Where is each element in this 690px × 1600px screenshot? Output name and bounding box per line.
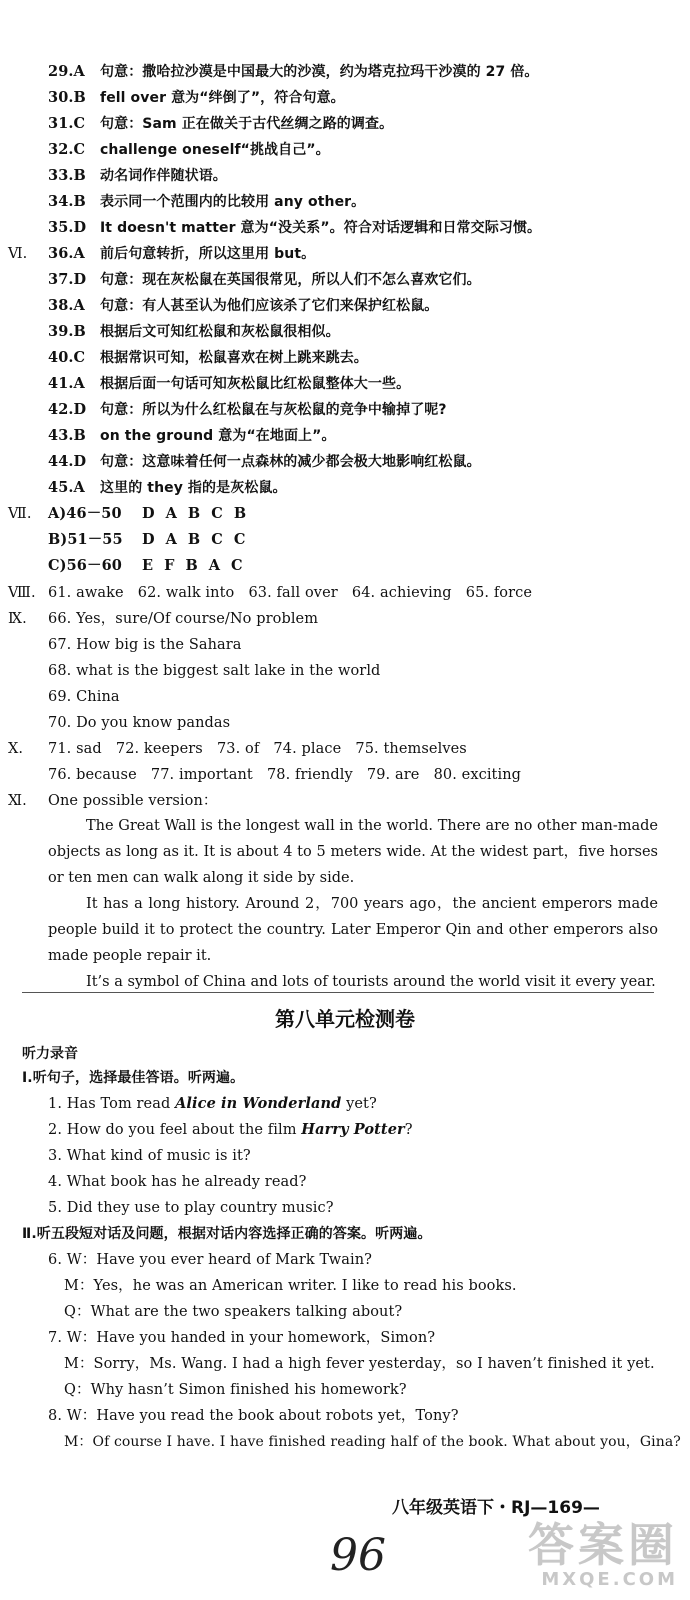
section-marker: Ⅵ. [8,246,28,262]
listening-heading: 听力录音 [22,1046,78,1062]
answer-number: 29.A [48,63,85,80]
section-7-row-b-range: B)51－55 [48,531,123,548]
section-9-item: 67. How big is the Sahara [48,637,242,653]
answer-explanation: on the ground 意为“在地面上”。 [100,428,336,444]
q1-text: 1. Has Tom read [48,1096,176,1112]
answer-number: 42.D [48,401,87,418]
answer-number: 40.C [48,349,86,366]
dialogue-line: Q：What are the two speakers talking about? [64,1304,403,1320]
section-9-item: 69. China [48,689,120,705]
page-footer: 八年级英语下・RJ—169— [392,1498,600,1518]
answer-number: 41.A [48,375,85,392]
section-7-row-a-answers: D A B C B [142,505,250,522]
answer-explanation: 根据常识可知，松鼠喜欢在树上跳来跳去。 [100,350,368,366]
section-9-item: 70. Do you know pandas [48,715,231,731]
answer-explanation: challenge oneself“挑战自己”。 [100,142,330,158]
answer-number: 31.C [48,115,86,132]
section-10-row-1: 71. sad 72. keepers 73. of 74. place 75. themselves [48,741,467,757]
q1-book-title: Alice in Wonderland [175,1095,342,1112]
section-7-row-b-answers: D A B C C [142,531,249,548]
answer-number: 36.A [48,245,85,262]
handwritten-page-number: 96 [330,1530,386,1581]
answer-number: 33.B [48,167,86,184]
answer-number: 38.A [48,297,85,314]
part-1-question-2 [48,1121,413,1139]
part-1-heading: Ⅰ.听句子，选择最佳答语。听两遍。 [22,1070,245,1086]
answer-explanation: 动名词作伴随状语。 [100,168,227,184]
section-7-row-c-answers: E F B A C [142,557,246,574]
watermark-logo [528,1518,678,1590]
answer-explanation: 句意：Sam 正在做关于古代丝绸之路的调查。 [100,116,394,132]
answer-number: 45.A [48,479,85,496]
answer-explanation: 句意：撒哈拉沙漠是中国最大的沙漠，约为塔克拉玛干沙漠的 27 倍。 [100,64,539,80]
section-8-answers: 61. awake 62. walk into 63. fall over 64. achieving 65. force [48,585,533,601]
q2-text: 2. How do you feel about the film [48,1122,302,1138]
dialogue-line: M：Of course I have. I have finished reading half of the book. What about you，Gina? [64,1434,681,1450]
section-11-label: One possible version： [48,793,218,809]
dialogue-line: Q：Why hasn’t Simon finished his homework? [64,1382,407,1398]
part-1-question-5: 5. Did they use to play country music? [48,1200,334,1216]
section-10-marker: Ⅹ. [8,741,24,757]
dialogue-line: 7. W：Have you handed in your homework，Simon? [48,1330,436,1346]
answer-explanation: 句意：现在灰松鼠在英国很常见，所以人们不怎么喜欢它们。 [100,272,481,288]
part-1-question-3: 3. What kind of music is it? [48,1148,251,1164]
q2-end: ? [404,1122,413,1138]
answer-explanation: 根据后文可知红松鼠和灰松鼠很相似。 [100,324,340,340]
dialogue-line: M：Yes，he was an American writer. I like to read his books. [64,1278,517,1294]
essay-paragraph-2: It has a long history. Around 2，700 years ago，the ancient emperors made people build it to protect the country. Later Emperor Qin and other emperors also made people repair it. [48,896,658,964]
watermark-text: 答案圈 [528,1518,678,1572]
section-7-marker: Ⅶ. [8,506,32,522]
dialogue-line: 8. W：Have you read the book about robots yet，Tony? [48,1408,459,1424]
answer-number: 44.D [48,453,87,470]
answer-explanation: 表示同一个范围内的比较用 any other。 [100,194,366,210]
answer-number: 43.B [48,427,86,444]
q2-film-title: Harry Potter [301,1121,405,1138]
answer-number: 34.B [48,193,86,210]
essay-paragraph-3: It’s a symbol of China and lots of tourists around the world visit it every year. [86,974,656,990]
section-7-row-c-range: C)56－60 [48,557,122,574]
answer-explanation: 这里的 they 指的是灰松鼠。 [100,480,287,496]
answer-explanation: 句意：这意味着任何一点森林的减少都会极大地影响红松鼠。 [100,454,481,470]
divider [22,992,654,993]
section-9-item: 68. what is the biggest salt lake in the world [48,663,381,679]
answer-number: 37.D [48,271,87,288]
dialogue-line: M：Sorry，Ms. Wang. I had a high fever yesterday，so I haven’t finished it yet. [64,1356,655,1372]
section-10-row-2: 76. because 77. important 78. friendly 79. are 80. exciting [48,767,522,783]
answer-explanation: 前后句意转折，所以这里用 but。 [100,246,316,262]
section-9-marker: Ⅸ. [8,611,27,627]
answer-explanation: 句意：所以为什么红松鼠在与灰松鼠的竞争中输掉了呢? [100,402,447,418]
part-1-question-1 [48,1095,377,1113]
answer-explanation: It doesn't matter 意为“没关系”。符合对话逻辑和日常交际习惯。 [100,220,542,236]
section-11-marker: Ⅺ. [8,793,27,809]
answer-explanation: 根据后面一句话可知灰松鼠比红松鼠整体大一些。 [100,376,411,392]
answer-explanation: fell over 意为“绊倒了”，符合句意。 [100,90,345,106]
unit-title: 第八单元检测卷 [275,1007,415,1031]
section-9-item: 66. Yes，sure/Of course/No problem [48,611,319,627]
answer-number: 39.B [48,323,86,340]
watermark-url: MXQE.COM [541,1569,678,1590]
answer-number: 32.C [48,141,86,158]
answer-number: 30.B [48,89,86,106]
q1-end: yet? [341,1096,377,1112]
section-7-row-a-range: A)46－50 [48,505,122,522]
part-1-question-4: 4. What book has he already read? [48,1174,307,1190]
essay-paragraph-1: The Great Wall is the longest wall in the world. There are no other man-made objects as long as it. It is about 4 to 5 meters wide. At the widest part，five horses or ten men can walk along it side by side. [48,818,658,886]
answer-explanation: 句意：有人甚至认为他们应该杀了它们来保护红松鼠。 [100,298,439,314]
answer-number: 35.D [48,219,87,236]
section-8-marker: Ⅷ. [8,585,36,601]
dialogue-line: 6. W：Have you ever heard of Mark Twain? [48,1252,373,1268]
part-2-heading: Ⅱ.听五段短对话及问题，根据对话内容选择正确的答案。听两遍。 [22,1226,432,1242]
